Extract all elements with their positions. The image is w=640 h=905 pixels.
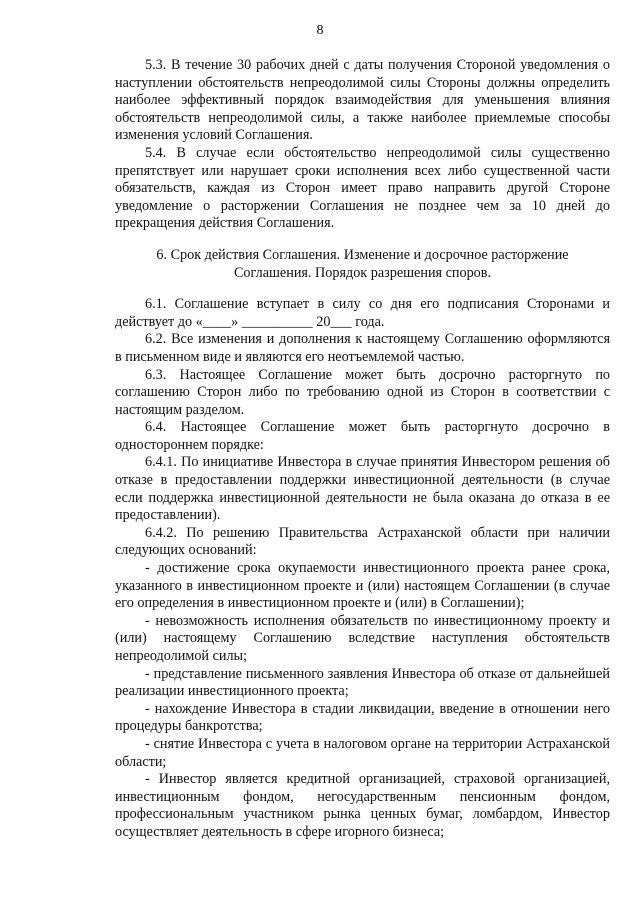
list-item: - достижение срока окупаемости инвестиционного проекта ранее срока, указанного в инвестиционном проекте и (или) настоящем Соглашении (в случае его определения в инвестиционном проекте и (или) в Соглашении); (115, 560, 610, 612)
paragraph-6-4: 6.4. Настоящее Соглашение может быть расторгнуто досрочно в одностороннем порядке: (115, 419, 610, 453)
paragraph-6-4-2: 6.4.2. По решению Правительства Астраханской области при наличии следующих оснований: (115, 524, 610, 559)
list-item: - невозможность исполнения обязательств по инвестиционному проекту и (или) настоящему Соглашению вследствие наступления обстоятельств непреодолимой силы; (115, 612, 610, 664)
paragraph-6-4-1: 6.4.1. По инициативе Инвестора в случае принятия Инвестором решения об отказе в предоставлении поддержки инвестиционной деятельности (в случае если поддержка инвестиционной деятельности не была оказана до отказа в ее предоставлении). (115, 454, 610, 524)
section-title: 6. Срок действия Соглашения. Изменение и досрочное расторжение Соглашения. Порядок разрешения споров. (156, 246, 569, 281)
paragraph-5-3: 5.3. В течение 30 рабочих дней с даты получения Стороной уведомления о наступлении обстоятельств непреодолимой силы Стороны должны определить наиболее эффективный порядок взаимодействия для уменьшения влияния обстоятельств непреодолимой силы, а также наиболее приемлемые способы изменения условий Соглашения. (115, 57, 610, 144)
list-item: - представление письменного заявления Инвестора об отказе от дальнейшей реализации инвестиционного проекта; (115, 665, 610, 700)
list-item: - снятие Инвестора с учета в налоговом органе на территории Астраханской области; (115, 735, 610, 770)
paragraph-6-1: 6.1. Соглашение вступает в силу со дня его подписания Сторонами и действует до «____» __________ 20___ года. (115, 296, 610, 330)
paragraph-5-4: 5.4. В случае если обстоятельство непреодолимой силы существенно препятствует или нарушает сроки исполнения всех либо существенной части обязательств, каждая из Сторон имеет право направить другой Стороне уведомление о расторжении Соглашения не позднее чем за 10 дней до прекращения действия Соглашения. (115, 144, 610, 232)
paragraph-6-2: 6.2. Все изменения и дополнения к настоящему Соглашению оформляются в письменном виде и являются его неотъемлемой частью. (115, 331, 610, 365)
page-number: 8 (316, 23, 324, 38)
paragraph-6-3: 6.3. Настоящее Соглашение может быть досрочно расторгнуто по соглашению Сторон либо по требованию одной из Сторон в соответствии с настоящим разделом. (115, 366, 610, 418)
spacer (115, 233, 610, 247)
spacer (115, 282, 610, 296)
list-item: - Инвестор является кредитной организацией, страховой организацией, инвестиционным фондом, негосударственным пенсионным фондом, профессиональным участником рынка ценных бумаг, ломбардом, Инвестор осуществляет деятельность в сфере игорного бизнеса; (115, 771, 610, 840)
document-body (115, 57, 610, 842)
list-item: - нахождение Инвестора в стадии ликвидации, введение в отношении него процедуры банкротства; (115, 700, 610, 735)
